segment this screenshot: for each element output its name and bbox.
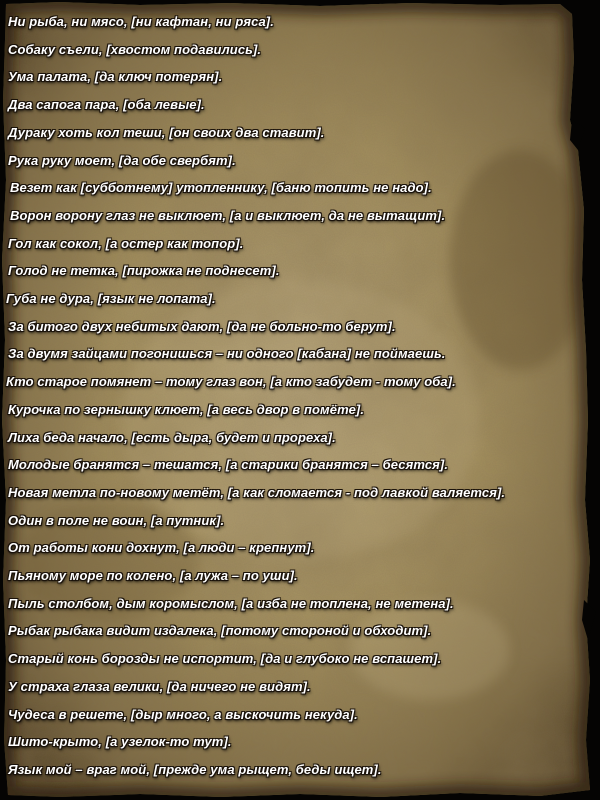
proverb-line: Новая метла по-новому метёт, [а как сломается - под лавкой валяется].	[8, 484, 506, 500]
proverb-line: Молодые бранятся – тешатся, [а старики бранятся – бесятся].	[8, 457, 449, 473]
proverb-line: От работы кони дохнут, [а люди – крепнут].	[8, 540, 315, 556]
proverb-line: Ни рыба, ни мясо, [ни кафтан, ни ряса].	[8, 14, 274, 29]
proverb-line: Кто старое помянет – тому глаз вон, [а кто забудет - тому оба].	[6, 374, 456, 390]
proverb-line: Дураку хоть кол теши, [он своих два ставит].	[8, 124, 325, 140]
proverb-line: У страха глаза велики, [да ничего не видят].	[8, 678, 311, 694]
proverb-line: Один в поле не воин, [а путник].	[8, 512, 225, 528]
proverb-line: Чудеса в решете, [дыр много, а выскочить некуда].	[8, 706, 358, 722]
proverb-line: За двумя зайцами погонишься – ни одного [кабана] не поймаешь.	[8, 346, 446, 362]
proverb-line: Рыбак рыбака видит издалека, [потому стороной и обходит].	[8, 623, 432, 639]
proverb-line: Рука руку моет, [да обе свербят].	[8, 152, 236, 168]
proverb-line: Шито-крыто, [а узелок-то тут].	[8, 734, 232, 750]
proverb-line: Лиха беда начало, [есть дыра, будет и прореха].	[8, 429, 336, 445]
proverb-line: Курочка по зернышку клюет, [а весь двор в помёте].	[8, 401, 365, 417]
proverb-line: Губа не дура, [язык не лопата].	[6, 291, 216, 306]
proverb-line: Язык мой – враг мой, [прежде ума рыщет, беды ищет].	[8, 761, 382, 777]
proverb-line: Голод не тетка, [пирожка не поднесет].	[8, 263, 280, 279]
proverb-line: Ворон ворону глаз не выклюет, [а и выклюет, да не вытащит].	[10, 207, 446, 223]
proverb-line: Собаку съели, [хвостом подавились].	[8, 41, 262, 57]
proverb-line: Старый конь борозды не испортит, [да и глубоко не вспашет].	[8, 651, 442, 667]
proverb-line: Ума палата, [да ключ потерян].	[8, 69, 223, 85]
proverb-line: Пыль столбом, дым коромыслом, [а изба не топлена, не метена].	[8, 595, 454, 611]
proverb-line: За битого двух небитых дают, [да не больно-то берут].	[8, 318, 396, 334]
proverb-line: Пьяному море по колено, [а лужа – по уши].	[8, 568, 298, 583]
proverb-line: Гол как сокол, [а остер как топор].	[8, 235, 244, 251]
proverb-line: Два сапога пара, [оба левые].	[8, 97, 205, 113]
proverb-line: Везет как [субботнему] утопленнику, [баню топить не надо].	[10, 180, 432, 196]
